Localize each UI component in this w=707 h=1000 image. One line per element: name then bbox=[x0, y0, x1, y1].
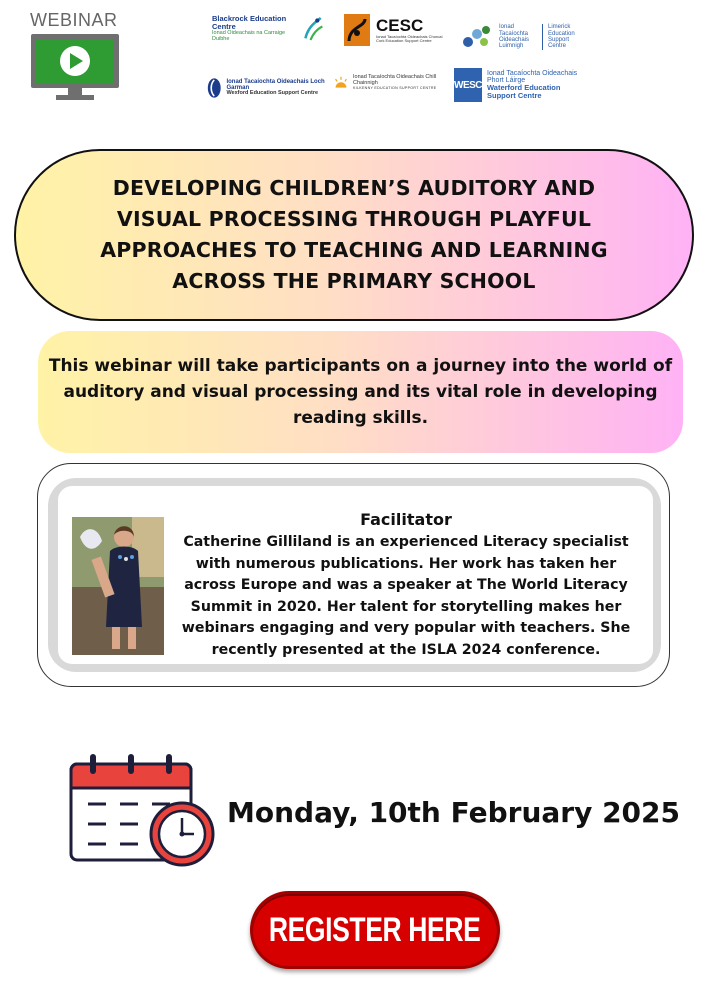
blackrock-logo bbox=[212, 14, 324, 44]
monitor-play-icon bbox=[30, 34, 120, 102]
register-button[interactable] bbox=[250, 891, 500, 969]
webinar-title: DEVELOPING CHILDREN’S AUDITORY AND VISUAL PROCESSING THROUGH PLAYFUL APPROACHES TO TEACHING AND LEARNING ACROSS THE PRIMARY SCHOOL bbox=[100, 176, 608, 293]
kilkenny-sub: KILKENNY EDUCATION SUPPORT CENTRE bbox=[352, 85, 437, 90]
limerick-birds-icon bbox=[460, 22, 494, 52]
kilkenny-name: Ionad Tacaíochta Oideachais Chill Chainnigh bbox=[352, 74, 437, 87]
wexford-logo bbox=[207, 75, 325, 101]
limerick-irish: Ionad Tacaíochta Oideachais Luimnigh bbox=[499, 24, 530, 50]
kilkenny-sun-icon bbox=[334, 75, 348, 91]
waterford-sub: Waterford Education Support Centre bbox=[487, 83, 561, 101]
blackrock-sub: Ionad Oideachais na Carraige Duibhe bbox=[212, 30, 286, 42]
facilitator-heading: Facilitator bbox=[360, 510, 452, 529]
blackrock-swirl-icon bbox=[302, 14, 324, 44]
wexford-sub: Wexford Education Support Centre bbox=[226, 90, 319, 97]
limerick-logo bbox=[460, 22, 590, 52]
facilitator-card bbox=[37, 463, 670, 687]
webinar-label: WEBINAR bbox=[30, 10, 118, 30]
facilitator-photo bbox=[72, 517, 164, 655]
register-button-label: REGISTER HERE bbox=[269, 910, 481, 949]
description-banner bbox=[38, 331, 683, 453]
waterford-logo bbox=[454, 68, 582, 102]
waterford-name: Ionad Tacaíochta Oideachais Phort Láirge bbox=[487, 69, 578, 85]
cesc-sub: Ionad Tacaíochta Oideachais Chorcaí Cork Education Support Centre bbox=[376, 33, 443, 43]
waterford-mark: WESC bbox=[454, 68, 482, 102]
webinar-description: This webinar will take participants on a journey into the world of auditory and visual processing and its vital role in developing reading skills. bbox=[48, 356, 673, 428]
calendar-clock-icon bbox=[68, 754, 218, 878]
cesc-emblem-icon bbox=[343, 13, 371, 47]
cesc-name: CESC bbox=[376, 15, 424, 35]
event-date: Monday, 10th February 2025 bbox=[227, 796, 681, 829]
cesc-logo bbox=[343, 13, 449, 47]
title-banner bbox=[14, 149, 694, 321]
facilitator-bio: Catherine Gilliland is an experienced Literacy specialist with numerous publications. Her work has taken her across Europe and was a speaker at The World Literacy Summit in 2020. Her talent for storytelling makes her webinars engaging and very popular with teachers. She recently presented at the ISLA 2024 conference. bbox=[181, 534, 631, 658]
kilkenny-logo bbox=[334, 75, 438, 91]
webinar-badge bbox=[30, 10, 122, 102]
wexford-name: Ionad Tacaíochta Oideachais Loch Garman bbox=[226, 78, 325, 92]
wexford-emblem-icon bbox=[207, 75, 221, 101]
limerick-english: Limerick Education Support Centre bbox=[548, 24, 575, 50]
blackrock-name: Blackrock Education Centre bbox=[212, 14, 287, 32]
